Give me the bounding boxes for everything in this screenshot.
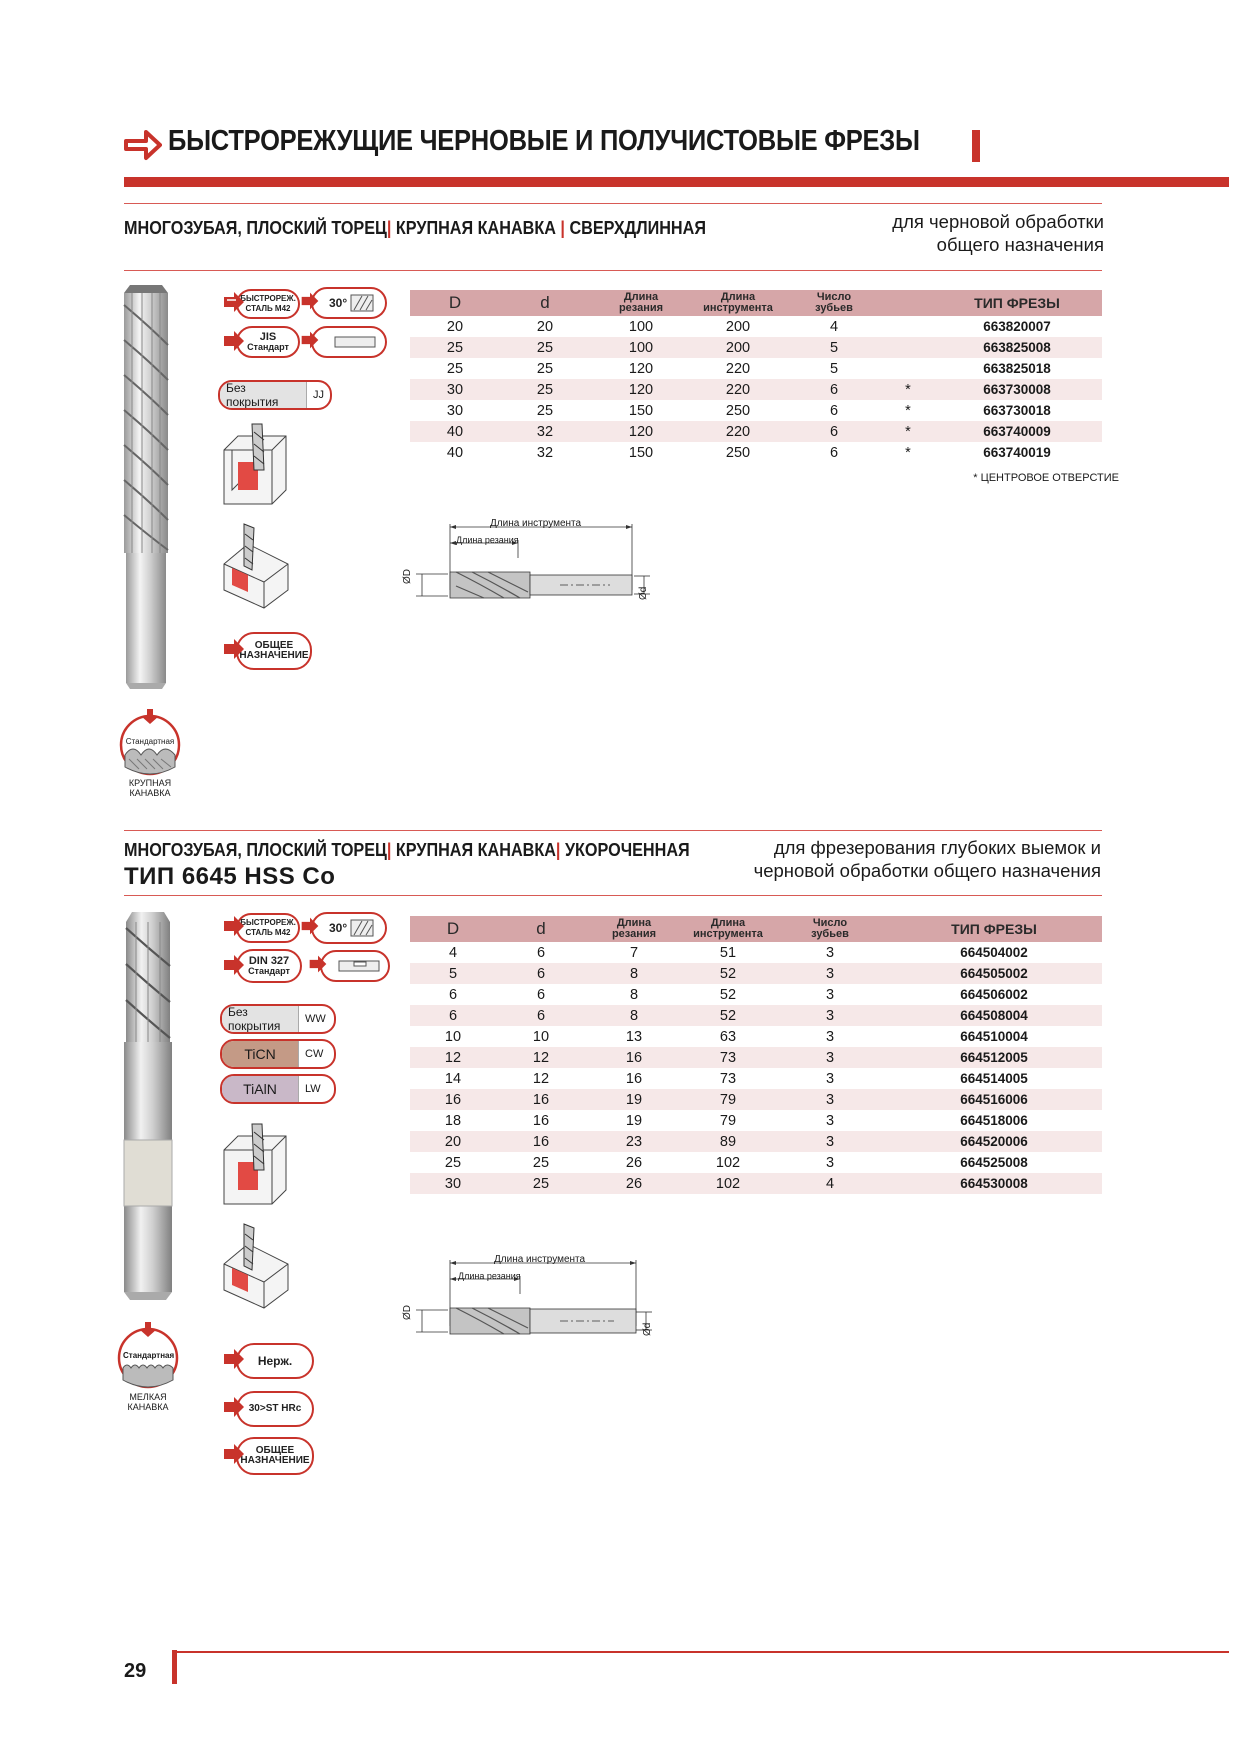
flute-caption-line2: КАНАВКА: [127, 1402, 169, 1412]
cell-tool-length: 102: [682, 1173, 774, 1194]
col-cut-length: Длина резания: [586, 916, 682, 942]
cell-teeth: 4: [774, 1173, 886, 1194]
col-D: D: [410, 290, 500, 316]
cell-d: 25: [500, 358, 590, 379]
table-row: [410, 1110, 1102, 1131]
usage-line2: НАЗНАЧЕНИЕ: [239, 650, 309, 661]
page-number: 29: [124, 1660, 147, 1682]
cell-center-hole-mark: [884, 358, 932, 379]
weldon-shank-icon: [338, 959, 380, 973]
cell-D: 20: [410, 1131, 496, 1152]
section2-subtitle: ТИП 6645 HSS Co: [124, 863, 336, 890]
red-arrow-icon: [222, 915, 246, 937]
cell-type-code: 663730008: [932, 379, 1102, 400]
cell-type-code: 664518006: [886, 1110, 1102, 1131]
table-row: [410, 1173, 1102, 1194]
cell-D: 40: [410, 421, 500, 442]
cell-teeth: 3: [774, 1152, 886, 1173]
col-d: d: [496, 916, 586, 942]
coating-none-badge: [218, 380, 332, 410]
table-row: [410, 1089, 1102, 1110]
cell-cut-length: 100: [590, 316, 692, 337]
coating-name: Без покрытия: [220, 382, 307, 408]
cell-d: 25: [496, 1173, 586, 1194]
slot-milling-diagram: [218, 1120, 290, 1210]
cell-D: 14: [410, 1068, 496, 1089]
cell-D: 25: [410, 337, 500, 358]
standard-line2: Стандарт: [248, 966, 290, 976]
section1-title: МНОГОЗУБАЯ, ПЛОСКИЙ ТОРЕЦ| КРУПНАЯ КАНАВКА | СВЕРХДЛИННАЯ: [124, 218, 706, 238]
cell-d: 16: [496, 1131, 586, 1152]
coating-badge: [220, 1039, 336, 1069]
flute-caption-line1: КРУПНАЯ: [128, 778, 172, 788]
col-type: ТИП ФРЕЗЫ: [886, 916, 1102, 942]
col-type: ТИП ФРЕЗЫ: [932, 290, 1102, 316]
cell-type-code: 663740009: [932, 421, 1102, 442]
table-header-row: [410, 290, 1102, 316]
section1-title-part3: СВЕРХДЛИННАЯ: [569, 218, 706, 238]
end-mill-long-image: [118, 285, 176, 690]
cell-D: 25: [410, 358, 500, 379]
cell-teeth: 3: [774, 1005, 886, 1026]
cell-D: 6: [410, 984, 496, 1005]
coating-badge: [220, 1074, 336, 1104]
flute-profile-label: Стандартная: [123, 1351, 175, 1360]
cell-type-code: 664508004: [886, 1005, 1102, 1026]
cell-tool-length: 73: [682, 1068, 774, 1089]
red-arrow-icon: [300, 291, 320, 311]
cell-cut-length: 19: [586, 1089, 682, 1110]
col-mark: [884, 290, 932, 316]
red-arrow-icon: [222, 330, 246, 352]
section1-bottom-rule: [124, 270, 1102, 271]
coating-code: CW: [305, 1048, 324, 1060]
col-tool-length: Длина инструмента: [692, 290, 784, 316]
dim-D-label: ØD: [402, 1305, 413, 1320]
section1-purpose-line2: общего назначения: [936, 234, 1104, 255]
helix-flute-icon: [350, 294, 374, 312]
cell-type-code: 664516006: [886, 1089, 1102, 1110]
cell-center-hole-mark: [884, 316, 932, 337]
steel-line1: БЫСТРОРЕЖ.: [240, 918, 296, 927]
red-arrow-icon: [222, 638, 246, 660]
section2-top-rule: [124, 830, 1102, 831]
cell-tool-length: 102: [682, 1152, 774, 1173]
table-row: [410, 1047, 1102, 1068]
general-purpose-badge: [236, 632, 312, 670]
red-arrow-icon: [222, 1348, 246, 1370]
cell-center-hole-mark: *: [884, 442, 932, 463]
cell-d: 32: [500, 421, 590, 442]
table-header-row: [410, 916, 1102, 942]
cell-tool-length: 250: [692, 400, 784, 421]
coating-name: Без покрытия: [222, 1006, 299, 1032]
hardness-badge: 30>ST HRc: [236, 1391, 314, 1427]
cell-d: 6: [496, 1005, 586, 1026]
cell-type-code: 664510004: [886, 1026, 1102, 1047]
flute-caption: [117, 1392, 179, 1412]
cell-d: 32: [500, 442, 590, 463]
table-row: [410, 379, 1102, 400]
table-row: [410, 1131, 1102, 1152]
cell-teeth: 3: [774, 1110, 886, 1131]
cell-type-code: 663740019: [932, 442, 1102, 463]
cell-cut-length: 120: [590, 358, 692, 379]
red-arrow-icon: [300, 916, 320, 936]
cell-tool-length: 79: [682, 1110, 774, 1131]
cell-cut-length: 16: [586, 1047, 682, 1068]
cell-teeth: 3: [774, 984, 886, 1005]
cell-tool-length: 51: [682, 942, 774, 963]
flute-profile-label: Стандартная: [125, 737, 175, 746]
table-row: [410, 1026, 1102, 1047]
cell-teeth: 6: [784, 442, 884, 463]
section2-purpose: [621, 836, 1101, 882]
section2-spec-table: [410, 916, 1102, 1194]
cell-type-code: 664505002: [886, 963, 1102, 984]
helix-angle-value: 30°: [329, 296, 348, 310]
section1-top-rule: [124, 203, 1102, 204]
cell-teeth: 3: [774, 963, 886, 984]
cell-type-code: 664525008: [886, 1152, 1102, 1173]
cell-tool-length: 200: [692, 316, 784, 337]
cell-tool-length: 200: [692, 337, 784, 358]
col-d: d: [500, 290, 590, 316]
table-row: [410, 1068, 1102, 1089]
section2-title-part1: МНОГОЗУБАЯ, ПЛОСКИЙ ТОРЕЦ: [124, 840, 387, 860]
cell-d: 10: [496, 1026, 586, 1047]
footer-page-marker: [172, 1650, 177, 1684]
cell-D: 12: [410, 1047, 496, 1068]
steel-line1: БЫСТРОРЕЖ.: [240, 294, 296, 303]
col-teeth: Число зубьев: [784, 290, 884, 316]
red-arrow-icon: [222, 954, 246, 976]
section2-bottom-rule: [124, 895, 1102, 896]
table-row: [410, 358, 1102, 379]
cell-cut-length: 13: [586, 1026, 682, 1047]
coating-code: JJ: [313, 389, 324, 401]
title-arrow-icon: [122, 128, 162, 162]
cell-d: 25: [500, 400, 590, 421]
title-separator: [972, 130, 980, 162]
cell-tool-length: 220: [692, 421, 784, 442]
cell-tool-length: 73: [682, 1047, 774, 1068]
section1-spec-table: [410, 290, 1102, 463]
helix-angle-badge: [311, 287, 387, 319]
cell-tool-length: 220: [692, 379, 784, 400]
cell-center-hole-mark: *: [884, 379, 932, 400]
standard-line1: DIN 327: [248, 955, 290, 967]
red-arrow-icon: [300, 330, 320, 350]
table-row: [410, 442, 1102, 463]
cell-cut-length: 8: [586, 1005, 682, 1026]
cell-teeth: 3: [774, 1047, 886, 1068]
flute-caption-line2: КАНАВКА: [129, 788, 171, 798]
cell-D: 6: [410, 1005, 496, 1026]
cell-type-code: 664514005: [886, 1068, 1102, 1089]
cell-center-hole-mark: [884, 337, 932, 358]
red-arrow-icon: [308, 954, 328, 974]
cell-cut-length: 150: [590, 442, 692, 463]
standard-line1: JIS: [259, 331, 277, 343]
cell-D: 16: [410, 1089, 496, 1110]
slot-milling-diagram: [218, 420, 290, 510]
cell-center-hole-mark: *: [884, 400, 932, 421]
cell-teeth: 3: [774, 1089, 886, 1110]
cell-teeth: 5: [784, 337, 884, 358]
cell-cut-length: 26: [586, 1173, 682, 1194]
cell-d: 12: [496, 1068, 586, 1089]
cell-tool-length: 52: [682, 963, 774, 984]
cell-cut-length: 23: [586, 1131, 682, 1152]
cell-cut-length: 19: [586, 1110, 682, 1131]
cell-cut-length: 120: [590, 421, 692, 442]
cell-tool-length: 52: [682, 984, 774, 1005]
cell-d: 16: [496, 1110, 586, 1131]
helix-flute-icon: [350, 919, 374, 937]
stainless-badge: Нерж.: [236, 1343, 314, 1379]
flute-caption-line1: МЕЛКАЯ: [129, 1392, 167, 1402]
dim-cut-length-label: Длина резания: [458, 1271, 521, 1281]
cell-D: 40: [410, 442, 500, 463]
end-mill-short-image: [118, 912, 180, 1302]
cell-type-code: 664504002: [886, 942, 1102, 963]
steel-line2: СТАЛЬ М42: [245, 304, 291, 313]
cell-cut-length: 150: [590, 400, 692, 421]
table-row: [410, 1152, 1102, 1173]
cell-teeth: 4: [784, 316, 884, 337]
cell-type-code: 664512005: [886, 1047, 1102, 1068]
section2-title-part3: УКОРОЧЕННАЯ: [564, 840, 690, 860]
cell-cut-length: 26: [586, 1152, 682, 1173]
side-milling-diagram: [218, 1220, 294, 1310]
header-red-band: [124, 177, 1229, 187]
cell-teeth: 6: [784, 400, 884, 421]
usage-line1: ОБЩЕЕ: [254, 640, 294, 651]
cell-type-code: 663820007: [932, 316, 1102, 337]
cell-teeth: 3: [774, 1026, 886, 1047]
cell-D: 20: [410, 316, 500, 337]
plain-shank-icon: [334, 335, 376, 349]
cell-D: 10: [410, 1026, 496, 1047]
cell-d: 6: [496, 942, 586, 963]
footer-rule: [172, 1651, 1229, 1653]
cell-d: 20: [500, 316, 590, 337]
section2-purpose-line2: черновой обработки общего назначения: [753, 860, 1101, 881]
table-row: [410, 337, 1102, 358]
table-row: [410, 942, 1102, 963]
cell-type-code: 664530008: [886, 1173, 1102, 1194]
coating-badge: [220, 1004, 336, 1034]
shank-type-badge: [320, 950, 390, 982]
section1-purpose-line1: для черновой обработки: [892, 211, 1104, 232]
cell-cut-length: 100: [590, 337, 692, 358]
section2-title: МНОГОЗУБАЯ, ПЛОСКИЙ ТОРЕЦ| КРУПНАЯ КАНАВКА| УКОРОЧЕННАЯ: [124, 840, 690, 860]
red-arrow-icon: [222, 291, 246, 313]
cell-tool-length: 63: [682, 1026, 774, 1047]
cell-teeth: 3: [774, 942, 886, 963]
cell-D: 4: [410, 942, 496, 963]
cell-tool-length: 89: [682, 1131, 774, 1152]
cell-D: 30: [410, 400, 500, 421]
steel-line2: СТАЛЬ М42: [245, 928, 291, 937]
dim-d-label: Ød: [638, 586, 649, 600]
cell-teeth: 3: [774, 1131, 886, 1152]
dim-tool-length-label: Длина инструмента: [494, 1254, 586, 1265]
cell-d: 25: [500, 379, 590, 400]
dim-tool-length-label: Длина инструмента: [490, 518, 582, 529]
table-row: [410, 400, 1102, 421]
cell-teeth: 3: [774, 1068, 886, 1089]
cell-D: 25: [410, 1152, 496, 1173]
cell-type-code: 663730018: [932, 400, 1102, 421]
section1-footnote: * ЦЕНТРОВОЕ ОТВЕРСТИЕ: [973, 472, 1119, 484]
table-row: [410, 316, 1102, 337]
cell-d: 6: [496, 963, 586, 984]
page-title: БЫСТРОРЕЖУЩИЕ ЧЕРНОВЫЕ И ПОЛУЧИСТОВЫЕ ФРЕЗЫ: [168, 125, 920, 157]
cell-teeth: 6: [784, 421, 884, 442]
flute-caption: [119, 778, 181, 798]
cell-center-hole-mark: *: [884, 421, 932, 442]
cell-tool-length: 79: [682, 1089, 774, 1110]
usage-line2: НАЗНАЧЕНИЕ: [240, 1455, 310, 1466]
dim-D-label: ØD: [402, 569, 413, 584]
cell-D: 5: [410, 963, 496, 984]
cell-cut-length: 16: [586, 1068, 682, 1089]
red-arrow-icon: [222, 1396, 246, 1418]
table-row: [410, 984, 1102, 1005]
cell-tool-length: 250: [692, 442, 784, 463]
general-purpose-badge: [236, 1437, 314, 1475]
section1-title-part2: КРУПНАЯ КАНАВКА: [395, 218, 556, 238]
cell-tool-length: 220: [692, 358, 784, 379]
cell-cut-length: 7: [586, 942, 682, 963]
section2-purpose-line1: для фрезерования глубоких выемок и: [773, 837, 1101, 858]
coating-name: TiAlN: [222, 1076, 299, 1102]
red-arrow-icon: [222, 1443, 246, 1465]
col-tool-length: Длина инструмента: [682, 916, 774, 942]
col-teeth: Число зубьев: [774, 916, 886, 942]
cell-D: 30: [410, 1173, 496, 1194]
cell-cut-length: 120: [590, 379, 692, 400]
col-cut-length: Длина резания: [590, 290, 692, 316]
usage-line1: ОБЩЕЕ: [255, 1445, 295, 1456]
dim-cut-length-label: Длина резания: [456, 535, 519, 545]
cell-d: 12: [496, 1047, 586, 1068]
section1-purpose: [684, 210, 1104, 256]
dim-d-label: Ød: [642, 1322, 653, 1336]
table-row: [410, 1005, 1102, 1026]
cell-d: 25: [496, 1152, 586, 1173]
helix-angle-badge: [311, 912, 387, 944]
helix-angle-value: 30°: [329, 921, 348, 935]
cell-d: 25: [500, 337, 590, 358]
cell-cut-length: 8: [586, 963, 682, 984]
cell-type-code: 663825018: [932, 358, 1102, 379]
standard-line2: Стандарт: [247, 342, 289, 352]
section1-title-part1: МНОГОЗУБАЯ, ПЛОСКИЙ ТОРЕЦ: [124, 218, 387, 238]
cell-type-code: 663825008: [932, 337, 1102, 358]
cell-type-code: 664506002: [886, 984, 1102, 1005]
table-row: [410, 963, 1102, 984]
col-D: D: [410, 916, 496, 942]
cell-tool-length: 52: [682, 1005, 774, 1026]
table-row: [410, 421, 1102, 442]
cell-type-code: 664520006: [886, 1131, 1102, 1152]
cell-teeth: 6: [784, 379, 884, 400]
coating-code: LW: [305, 1083, 321, 1095]
section2-title-part2: КРУПНАЯ КАНАВКА: [395, 840, 556, 860]
cell-D: 18: [410, 1110, 496, 1131]
shank-type-badge: [311, 326, 387, 358]
coating-code: WW: [305, 1013, 326, 1025]
cell-d: 6: [496, 984, 586, 1005]
cell-cut-length: 8: [586, 984, 682, 1005]
side-milling-diagram: [218, 520, 294, 610]
coating-name: TiCN: [222, 1041, 299, 1067]
cell-D: 30: [410, 379, 500, 400]
cell-d: 16: [496, 1089, 586, 1110]
cell-teeth: 5: [784, 358, 884, 379]
